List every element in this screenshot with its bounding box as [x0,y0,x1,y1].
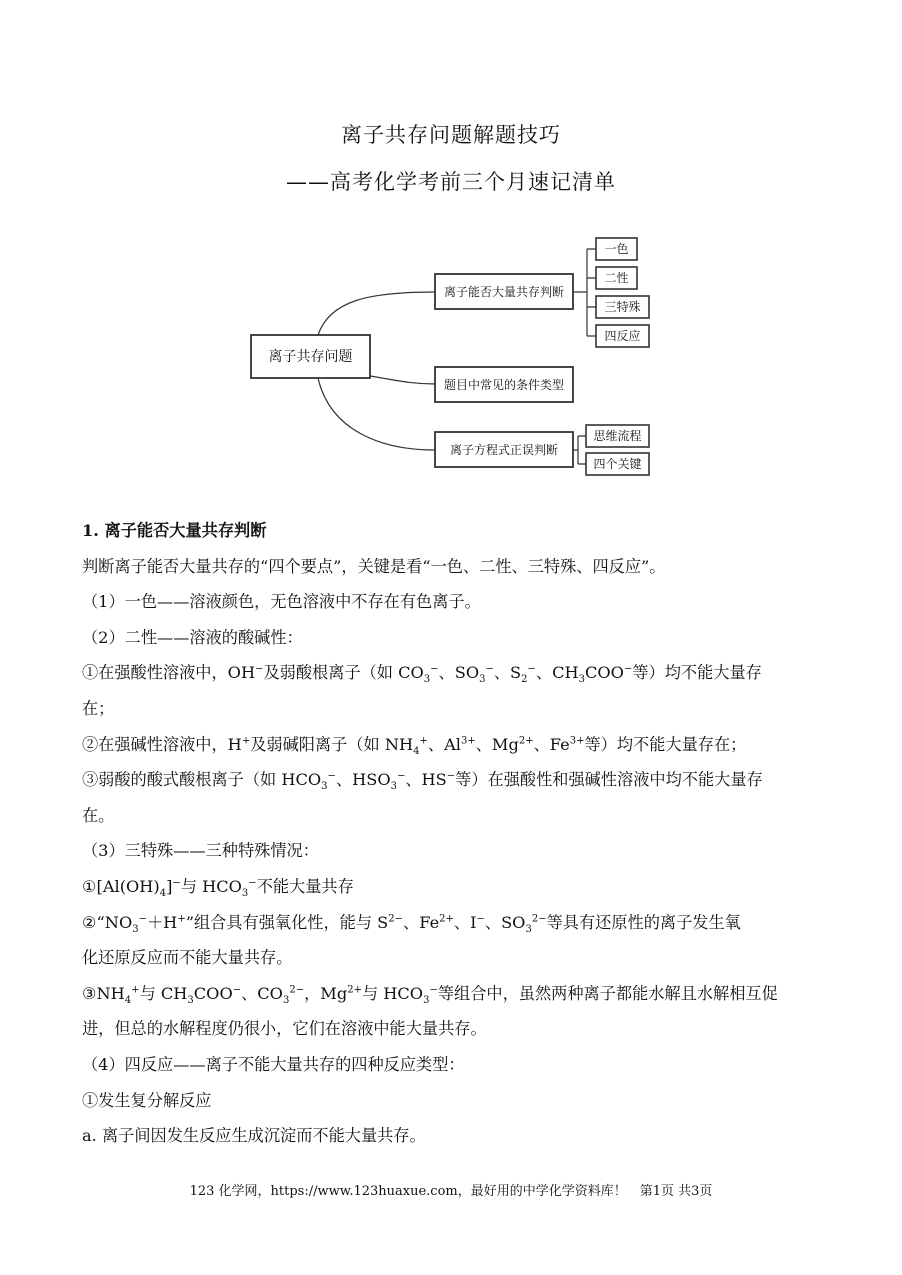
leaf-label-santeshu: 三特殊 [604,300,641,314]
point-2-item-1: ①在强酸性溶液中，OH−及弱酸根离子（如 $CO_3^-$、$SO_3^-$、$S_2^-$、$CH_3COO^-$等）均不能大量存 [82,663,762,686]
point-2-item-1-wrap: 在； [82,698,115,718]
branch1-label: 离子能否大量共存判断 [443,285,565,299]
point-3-item-3-wrap: 进，但总的水解程度仍很小，它们在溶液中能大量共存。 [82,1019,487,1039]
connector-branch3-items [573,436,586,464]
leaf-node-siguanjian [586,453,649,475]
root-node-label: 离子共存问题 [268,349,353,365]
point-3-item-3: $③NH_4^+$与 $CH_3COO^-$、$CO_3^{2-}$，$Mg^{2+}$与 $HCO_3^-$等组合中，虽然两种离子都能水解且水解相互促 [82,983,778,1006]
mind-map [0,225,902,485]
document-title: 离子共存问题解题技巧 [341,123,561,147]
connector-branch2 [370,376,435,384]
intro-paragraph: 判断离子能否大量共存的“四个要点”，关键是看“一色、二性、三特殊、四反应”。 [82,556,666,576]
leaf-label-erxing: 二性 [604,271,629,285]
point-2-item-3: ③弱酸的酸式酸根离子（如 $HCO_3^-$、$HSO_3^-$、HS−等）在强酸性和强碱性溶液中均不能大量存 [82,770,763,793]
branch2-node [435,367,573,402]
document-subtitle: ——高考化学考前三个月速记清单 [286,170,616,194]
point-4-item-a: a. 离子间因发生反应生成沉淀而不能大量共存。 [82,1126,426,1146]
leaf-label-siguanjian: 四个关键 [593,457,642,471]
point-4-reactions: （4）四反应——离子不能大量共存的四种反应类型： [82,1054,465,1074]
branch2-label: 题目中常见的条件类型 [443,378,565,392]
connector-branch1-items [573,249,596,336]
point-2-item-2: ②在强碱性溶液中，H+及弱碱阳离子（如 $NH_4^+$、$Al^{3+}$、$Mg^{2+}$、$Fe^{3+}$等）均不能大量存在； [82,734,747,757]
branch3-node [435,432,573,467]
leaf-node-sifanying [596,325,649,347]
section-1 [82,513,822,1154]
connector-branch3 [318,378,435,450]
connector-branch1 [318,292,435,335]
point-4-item-1: ①发生复分解反应 [82,1090,212,1110]
leaf-label-siwei: 思维流程 [593,429,642,443]
point-3-item-1: $①[Al(OH)_4]^-$与 $HCO_3^-$不能大量共存 [82,876,354,900]
point-3-item-2-wrap: 化还原反应而不能大量共存。 [82,948,293,968]
branch1-node [435,274,573,309]
section-heading: 1. 离子能否大量共存判断 [82,521,267,540]
leaf-node-siwei [586,425,649,447]
point-2-item-3-wrap: 在。 [82,805,115,825]
page-footer: 123 化学网，https://www.123huaxue.com，最好用的中学化学资料库！ 第1页 共3页 [189,1184,713,1199]
leaf-label-yise: 一色 [604,242,629,256]
leaf-label-sifanying: 四反应 [604,329,641,343]
branch3-label: 离子方程式正误判断 [449,443,559,457]
point-1-color: （1）一色——溶液颜色，无色溶液中不存在有色离子。 [82,592,481,612]
root-node [251,335,370,378]
point-3-item-2: $②“NO_3^-+H^+$”组合具有强氧化性，能与 $S^{2-}$、$Fe^{2+}$、I−、$SO_3^{2-}$等具有还原性的离子发生氧 [82,912,741,935]
point-2-acidity: （2）二性——溶液的酸碱性： [82,627,303,647]
leaf-node-yise [596,238,637,260]
leaf-node-erxing [596,267,637,289]
point-3-special: （3）三特殊——三种特殊情况： [82,841,319,861]
leaf-node-santeshu [596,296,649,318]
